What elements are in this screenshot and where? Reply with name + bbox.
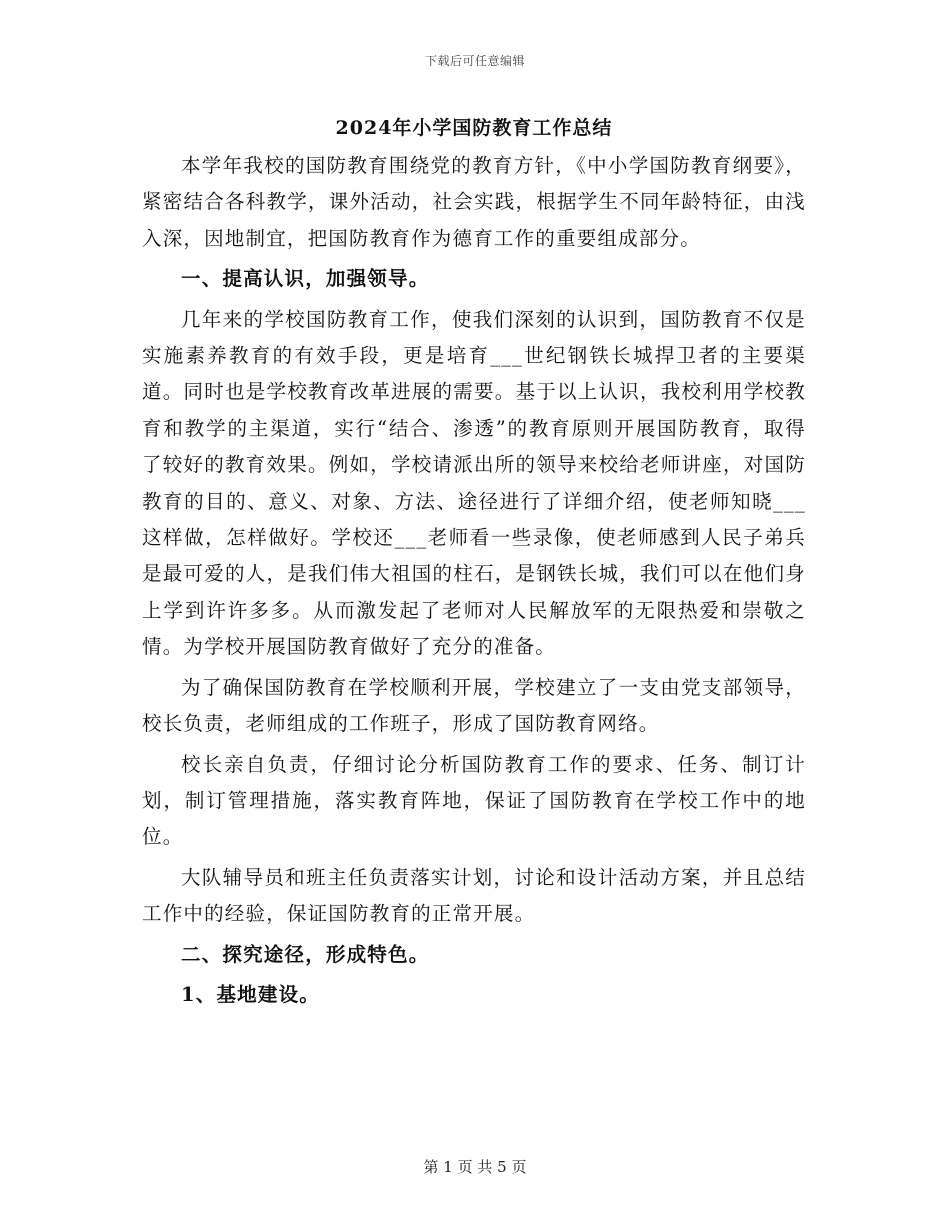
section-heading-1: 一、提高认识，加强领导。: [181, 267, 430, 291]
section-heading-2: 二、探究途径，形成特色。: [181, 942, 430, 966]
intro-paragraph: 本学年我校的国防教育围绕党的教育方针，《中小学国防教育纲要》，紧密结合各科教学，课外活动，社会实践，根据学生不同年龄特征，由浅入深，因地制宜，把国防教育作为德育工作的重要组成部分。: [142, 154, 806, 250]
section1-paragraph-3: 校长亲自负责，仔细讨论分析国防教育工作的要求、任务、制订计划，制订管理措施，落实教育阵地，保证了国防教育在学校工作中的地位。: [142, 752, 806, 849]
page-header-note: 下载后可任意编辑: [424, 54, 525, 68]
page-number: 第 1 页 共 5 页: [423, 1158, 527, 1176]
section1-paragraph-2: 为了确保国防教育在学校顺利开展，学校建立了一支由党支部领导，校长负责，老师组成的工作班子，形成了国防教育网络。: [142, 675, 806, 736]
section1-paragraph-1: 几年来的学校国防教育工作，使我们深刻的认识到，国防教育不仅是实施素养教育的有效手段，更是培育___世纪钢铁长城捍卫者的主要渠道。同时也是学校教育改革进展的需要。基于以上认识，我校利用学校教育和教学的主渠道，实行“结合、渗透”的教育原则开展国防教育，取得了较好的教育效果。例如，学校请派出所的领导来校给老师讲座，对国防教育的目的、意义、对象、方法、途径进行了详细介绍，使老师知晓___这样做，怎样做好。学校还___老师看一些录像，使老师感到人民子弟兵是最可爱的人，是我们伟大祖国的柱石，是钢铁长城，我们可以在他们身上学到许许多多。从而激发起了老师对人民解放军的无限热爱和崇敬之情。为学校开展国防教育做好了充分的准备。: [142, 307, 806, 659]
subsection-heading-1: 1、基地建设。: [181, 982, 320, 1006]
document-title: 2024年小学国防教育工作总结: [335, 117, 613, 139]
section1-paragraph-4: 大队辅导员和班主任负责落实计划，讨论和设计活动方案，并且总结工作中的经验，保证国防教育的正常开展。: [142, 865, 806, 926]
document-body: [142, 108, 806, 1013]
